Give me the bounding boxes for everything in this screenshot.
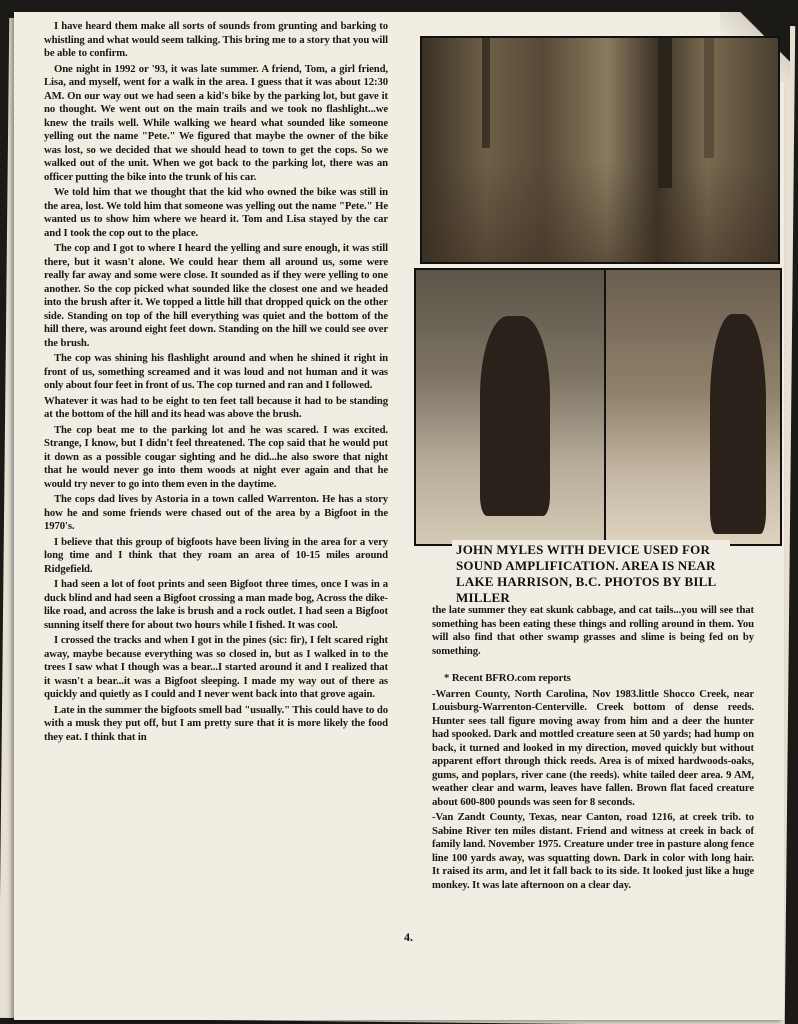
paragraph: I crossed the tracks and when I got in the pines (sic: fir), I felt scared right away, maybe because everything was so closed in, but as I walked in to the trees I saw what I though was a bear...I started around it and I realized that it wasn't a bear...it was a Bigfoot sleeping. I made my way out of there as quickly and quietly as I could and I never went back into that grove again. bbox=[44, 634, 388, 700]
paragraph: I had seen a lot of foot prints and seen Bigfoot three times, once I was in a duck blind and had seen a Bigfoot crossing a man made bog, Across the dike-like road, and across the lake is brush and a rock outlet. I had seen a Bigfoot sunning itself there for about two hours while I fished. It was cool. bbox=[44, 578, 388, 631]
page-number: 4. bbox=[404, 930, 413, 944]
paragraph: We told him that we thought that the kid who owned the bike was still in the area, lost. We told him that someone was yelling out the name "Pete." He wanted us to show him where we heard it. Tom and Lisa stayed by the car and I took the cop out to the place. bbox=[44, 186, 388, 239]
right-article-column bbox=[432, 604, 754, 894]
report-item: -Van Zandt County, Texas, near Canton, road 1216, at creek trib. to Sabine River ten miles distant. Friend and witness at creek in back of family land. November 1975. Creature under tree in pasture along fence line 100 yards away, was squatting down. Dark in color with long hair. It raised its arm, and let it fall back to its side. It looked just like a huge monkey. It was late afternoon on a clear day. bbox=[432, 811, 754, 891]
reports-heading: * Recent BFRO.com reports bbox=[444, 672, 571, 684]
paragraph: the late summer they eat skunk cabbage, and cat tails...you will see that something has been eating these things and rolling around in them. You will also find that other swamp grasses and slime is being fed on by something. bbox=[432, 604, 754, 657]
paragraph: I have heard them make all sorts of sounds from grunting and barking to whistling and what would seem talking. This bring me to a story that you will be able to confirm. bbox=[44, 20, 388, 59]
forest-photo bbox=[420, 36, 780, 264]
paragraph: One night in 1992 or '93, it was late summer. A friend, Tom, a girl friend, Lisa, and myself, went for a walk in the area. I guess that it was about 12:30 AM. On our way out we had seen a kid's bike by the parking lot, but gave it no thought. We went out on the main trails and we took no flashlight...we knew the trails well. While walking we heard what sounded like someone yelling out the name "Pete." We figured that maybe the owner of the bike was lost, so we decided that we should head to town to get the cops. So we walked out of the unit. When we got back to the parking lot, there was an officer putting the bike into the trunk of his car. bbox=[44, 62, 388, 183]
man-with-camera-photo bbox=[604, 268, 782, 546]
paragraph: The cop and I got to where I heard the yelling and sure enough, it was still there, but it wasn't alone. We could hear them all around us, some were really far away and some were close. It sounded as if they were yelling to one another. So the cop picked what sounded like the closest one and we headed into the brush after it. We topped a little hill that dropped quick on the other side. Standing on top of the hill everything was quiet and the bottom of the hill there, was around eight feet down. Standing on the hill we could see over the brush. bbox=[44, 242, 388, 349]
paragraph: The cop was shining his flashlight around and when he shined it right in front of us, something screamed and it was loud and not human and it was only about four feet in front of us. The cop turned and ran and I followed. bbox=[44, 352, 388, 391]
paragraph: I believe that this group of bigfoots have been living in the area for a very long time and I think that they roam an area of 10-15 miles around Ridgefield. bbox=[44, 535, 388, 575]
photo-caption: JOHN MYLES WITH DEVICE USED FOR SOUND AMPLIFICATION. AREA IS NEAR LAKE HARRISON, B.C. PHOTOS BY BILL MILLER bbox=[452, 540, 730, 608]
paragraph: Whatever it was had to be eight to ten feet tall because it had to be standing at the bottom of the hill and its head was above the brush. bbox=[44, 394, 388, 420]
paragraph: The cop beat me to the parking lot and he was scared. I was excited. Strange, I know, but I didn't feel threatened. The cop said that he would put it down as a possible cougar sighting and he did...he also swore that night that he would never go into them woods at night ever again and that he would try never to go into them even in the daytime. bbox=[44, 423, 388, 490]
paragraph: The cops dad lives by Astoria in a town called Warrenton. He has a story how he and some friends were chased out of the area by a Bigfoot in the 1970's. bbox=[44, 493, 388, 532]
left-article-column bbox=[44, 20, 388, 746]
man-with-device-photo bbox=[414, 268, 606, 546]
report-item: -Warren County, North Carolina, Nov 1983.little Shocco Creek, near Louisburg-Warrenton-Centerville. Creek bottom of dense reeds. Hunter sees tall figure moving away from him and a deer the hunter had spooked. Dark and mottled creature seen at 50 yards; had hump on back, it turned and looked in my direction, moved quickly but without apparent effort through thick reeds. Area is of mixed hardwoods-oaks, gums, and poplars, river cane (the reeds). white tailed deer area. 9 AM, weather clear and warm, leaves have fallen. Brown flat faced creature about 600-800 pounds was seen for 8 seconds. bbox=[432, 687, 754, 808]
paragraph: Late in the summer the bigfoots smell bad "usually." This could have to do with a musk they put off, but I am pretty sure that it is more likely the food they eat. I think that in bbox=[44, 703, 388, 743]
